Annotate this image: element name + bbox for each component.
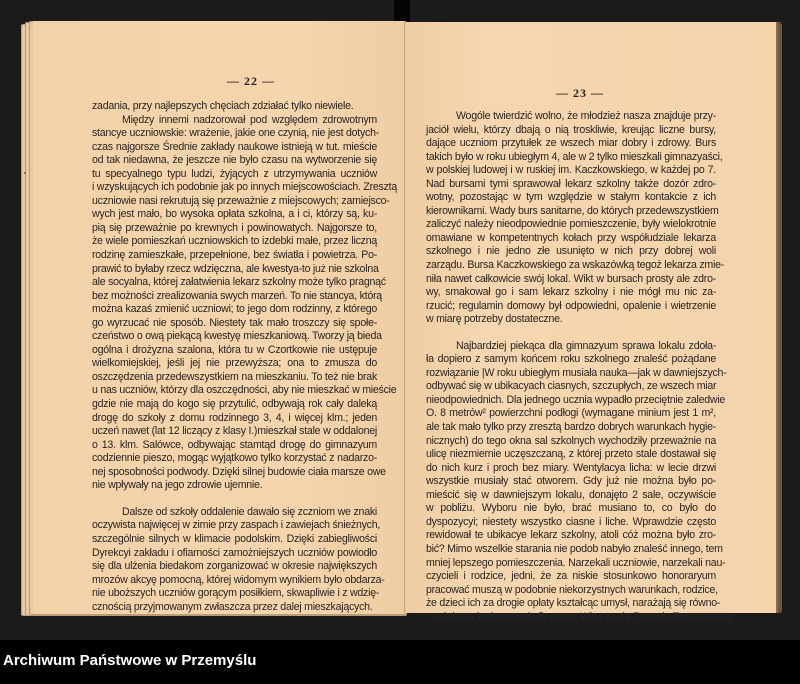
text-line: wszystkie musiały stać otworem. Gdy już nie można było po- [426, 475, 716, 488]
text-line: jaciół wielu, którzy dbają o nią troskliwie, kreując liczne bursy, [426, 123, 716, 136]
page-number: — 23 — [556, 86, 604, 100]
text-line: Wogóle twierdzić wolno, że młodzież nasza znajduje przy- [456, 110, 716, 122]
text-line: O. 8 metrów² powierzchni podłogi (wymagane minium jest 1 m², [426, 407, 716, 420]
text-line: czeństwo o ową piekącą kwestyę mieszkaniową. Tworzy ją bieda [92, 330, 382, 343]
text-line: zarządu. Bursa Kaczkowskiego za wskazówką tegoż lekarza zmie- [426, 259, 724, 272]
text-line: codziennie pieszo, mogąc wyjątkowo tylko korzystać z nadarzo- [92, 452, 377, 465]
paragraph [92, 505, 385, 614]
text-line: ale socyalna, której załatwienia lekarz szkolny może tylko pragnąć [92, 276, 386, 289]
text-line: Dalsze od szkoły oddalenie dawało się zczniom we znaki [122, 505, 377, 518]
paragraph [426, 110, 724, 327]
text-line: dające uczniom przytułek ze wszech miar dobry i zdrowy. Burs [426, 137, 716, 150]
text-line: stancye uczniowskie: wrażenie, jakie one czynią, nie jest dotych- [92, 127, 379, 140]
text-line: czycieli i rodzice, jedni, że za niskie stosunkowo honoraryum [426, 570, 716, 583]
text-line: rozwiązanie |W roku ubiegłym musiała nauka—jak w dawniejszych- [426, 366, 727, 379]
book-spine-shadow [394, 0, 410, 22]
text-line: o 13. klm. Salówce, odbywając stamtąd drogę do gimnazyum [92, 438, 377, 451]
text-line: można kazaś zmienić uczniowi; to jego dom rodzinny, z którego [92, 303, 377, 316]
text-line: wy, smakował go i sam lekarz szkolny i nie mógł mu nic za- [426, 286, 716, 299]
text-line: Dyrekcyi zakładu i ofiarności zamożniejszych uczniów powiodło [92, 546, 377, 559]
text-line: tu specyalnego typu ludzi, żyjących z utrzymywania uczniów [92, 167, 377, 180]
text-line: szkolnego i nie jedno złe usunięto w nich przy dobrej woli [426, 245, 716, 258]
book-cover-edge [778, 24, 782, 612]
archive-caption-bar [0, 640, 800, 684]
text-line: oszczędzenia przedewszystkiem na mieszkaniu. To też nie brak [92, 370, 377, 383]
text-line: mieścić się w dawniejszym lokalu, donajęto 2 sale, oczywiście [426, 488, 716, 501]
text-line: mniej lepszego pomieszczenia. Narzekali uczniowie, narzekali nau- [426, 556, 726, 569]
text-line: w polskiej ludowej i w ruskiej im. Kaczkowskiego, w każdej po 7. [426, 164, 716, 177]
right-page [406, 22, 778, 623]
text-line: od tak niedawna, że jeszcze nie było czasu na wytworzenie się [92, 154, 377, 167]
text-line: mrozów akcyę pomocną, której widomym wynikiem było obdarza- [92, 573, 385, 586]
text-line: nieodpowiednich. Dla jednego ucznia wypadło przeciętnie zaledwie [426, 393, 726, 406]
text-line: pią się przeważnie po krewnych i powinowatych. Najgorsze to, [92, 221, 377, 234]
text-line: nicznych) do tego okna sal szkolnych wychodziły przeważnie na [426, 434, 716, 447]
page-number: — 22 — [227, 74, 275, 88]
left-page [33, 21, 405, 614]
archive-caption: Archiwum Państwowe w Przemyślu [3, 652, 257, 669]
text-line: omawiane w kompetentnych kołach przy współudziale lekarza [426, 231, 716, 244]
text-line: szczególnie silnych w klimacie podolskim. Dzięki zabiegliwości [92, 532, 377, 545]
text-line: że dzieci ich za drogie opłaty kształcąc umysł, narażają się równo- [426, 597, 721, 610]
left-page-text [92, 100, 397, 614]
text-line: Nad bursami tymi sprawował lekarz szkolny także dozór zdro- [426, 177, 716, 190]
text-line: czas najgorsze Średnie zakłady naukowe istnieją w tut. mieście [92, 140, 377, 153]
text-line: uczniowie nasi rekrutują się przeważnie z miejscowych; zamiejsco- [92, 194, 390, 207]
text-line: Najbardziej piekąca dla gimnazyum sprawa lokalu zdoła- [456, 339, 716, 352]
text-line: kierownikami. Wady burs sanitarne, do których przedewszystkiem [426, 204, 719, 217]
text-line: dyspozycyi; niestety wszystko ciasne i liche. Wprawdzie często [426, 515, 716, 528]
text-line: rodzinę zamieszkałe, przepełnione, bez światła i powietrza. Po- [92, 249, 377, 262]
text-line: nej sposobności podwody. Dzięki silnej budowie ciała marsze owe [92, 465, 386, 478]
text-line: ła dopiero z samym końcem roku szkolnego znaleść pożądane [426, 353, 716, 366]
text-line: prawić to byłaby rzecz wdzięczna, ale kwestya-to już nie szkolna [92, 262, 379, 275]
text-line: wych jest mało, bo wysoka opłata szkolna, a i ci, którzy są, ku- [92, 208, 377, 221]
text-line: wotny, pozostając w tym względzie w stałym kontakcie z ich [426, 191, 716, 204]
text-line: zaliczyć należy nieodpowiednie pomieszczenie, były wielokrotnie [426, 218, 716, 231]
text-line: cznością przyjmowanym zwłaszcza przez dalej mieszkających. [92, 600, 373, 613]
scan-dust-speck [24, 172, 26, 174]
text-line: w miarę potrzeby dostateczne. [426, 313, 563, 326]
text-line: bez możności zrealizowania swych marzeń. To nie stancya, którą [92, 289, 382, 302]
text-line: uczeń nawet (lat 12 liczący z klasy I.)mieszkał stale w oddalonej [92, 425, 377, 438]
text-line: nie uboższych uczniów gorącym posiłkiem, skwapliwie i z wdzię- [92, 587, 380, 600]
text-line: zadania, przy najlepszych chęciach zdziałać tylko niewiele. [92, 100, 354, 112]
text-line: oczywista najwięcej w zimie przy zaspach i zawiejach śnieżnych, [92, 519, 381, 532]
paragraph [92, 113, 397, 493]
text-line: drogę do szkoły z domu rodzinnego 3, 4, i więcej klm.; jeden [92, 411, 377, 424]
text-line: ulicę niezmiernie uczęszczaną, z której przeto stale dostawał się [426, 448, 716, 461]
text-line: rzucić; regulamin domowy był odpowiedni, opalenie i wietrzenie [426, 299, 716, 312]
text-line: się dla ulżenia biedakom zorganizować w okresie największych [92, 560, 377, 573]
text-line: u nas uczniów, którzy dla oszczędności, aby nie mieszkać w mieście [92, 384, 397, 397]
text-line: do nich kurz i proch bez miary. Wentylacya licha: w lecie drzwi [426, 461, 716, 474]
right-page-text [426, 110, 734, 624]
text-line: ogólna i drożyzna szalona, która tu w Czortkowie nie ustępuje [92, 343, 377, 356]
text-line: niła nawet całkowicie swój lokal. Wikt w bursach prosty ale zdro- [426, 272, 716, 285]
text-line: ale tak mało tylko przy zresztą bardzo dobrych warunkach hygie- [426, 421, 716, 434]
text-line: bić? Mimo wszelkie starania nie podob nabyło znaleść innego, tem [426, 542, 723, 555]
text-line: go wyrzucać nie sposób. Niestety tak mało troszczy się społe- [92, 316, 377, 329]
text-line: wielkomiejskiej, jeśli jej nie przewyższa; ona to zmusza do [92, 357, 377, 370]
text-line: w pobliżu. Wyboru nie było, brać musiano to, co było do [426, 502, 716, 515]
text-line: że wiele pomieszkań uczniowskich to izdebki małe, przez liczną [92, 235, 377, 248]
text-line: takich było w roku ubiegłym 4, ale w 2 tylko mieszkali gimnazyaści, [426, 150, 723, 163]
paragraph [426, 339, 734, 624]
text-line: i wzyskujących ich podobnie jak po innych miejscowościach. Zresztą [92, 181, 397, 194]
text-line: gdzie nie mają do kogo się przytulić, odbywają rok cały daleką [92, 398, 377, 411]
text-line: pracować muszą w podobnie niekorzystnych warunkach, rodzice, [426, 583, 718, 596]
text-line: nie wpływały na jego zdrowie ujemnie. [92, 479, 263, 492]
text-line: rewidował te ubikacye lekarz szkolny, atoli cóż można było zro- [426, 529, 716, 542]
text-line: cześnie na karłowacenie fizyczne, Wina to nie Zarządu Towarzystwa, [426, 610, 734, 623]
text-line: Między innemi nadzorował pod względem zdrowotnym [122, 113, 377, 126]
paragraph [92, 100, 377, 114]
text-line: odbywać się w ubikacyach ciasnych, szczupłych, ze wszech miar [426, 380, 717, 393]
